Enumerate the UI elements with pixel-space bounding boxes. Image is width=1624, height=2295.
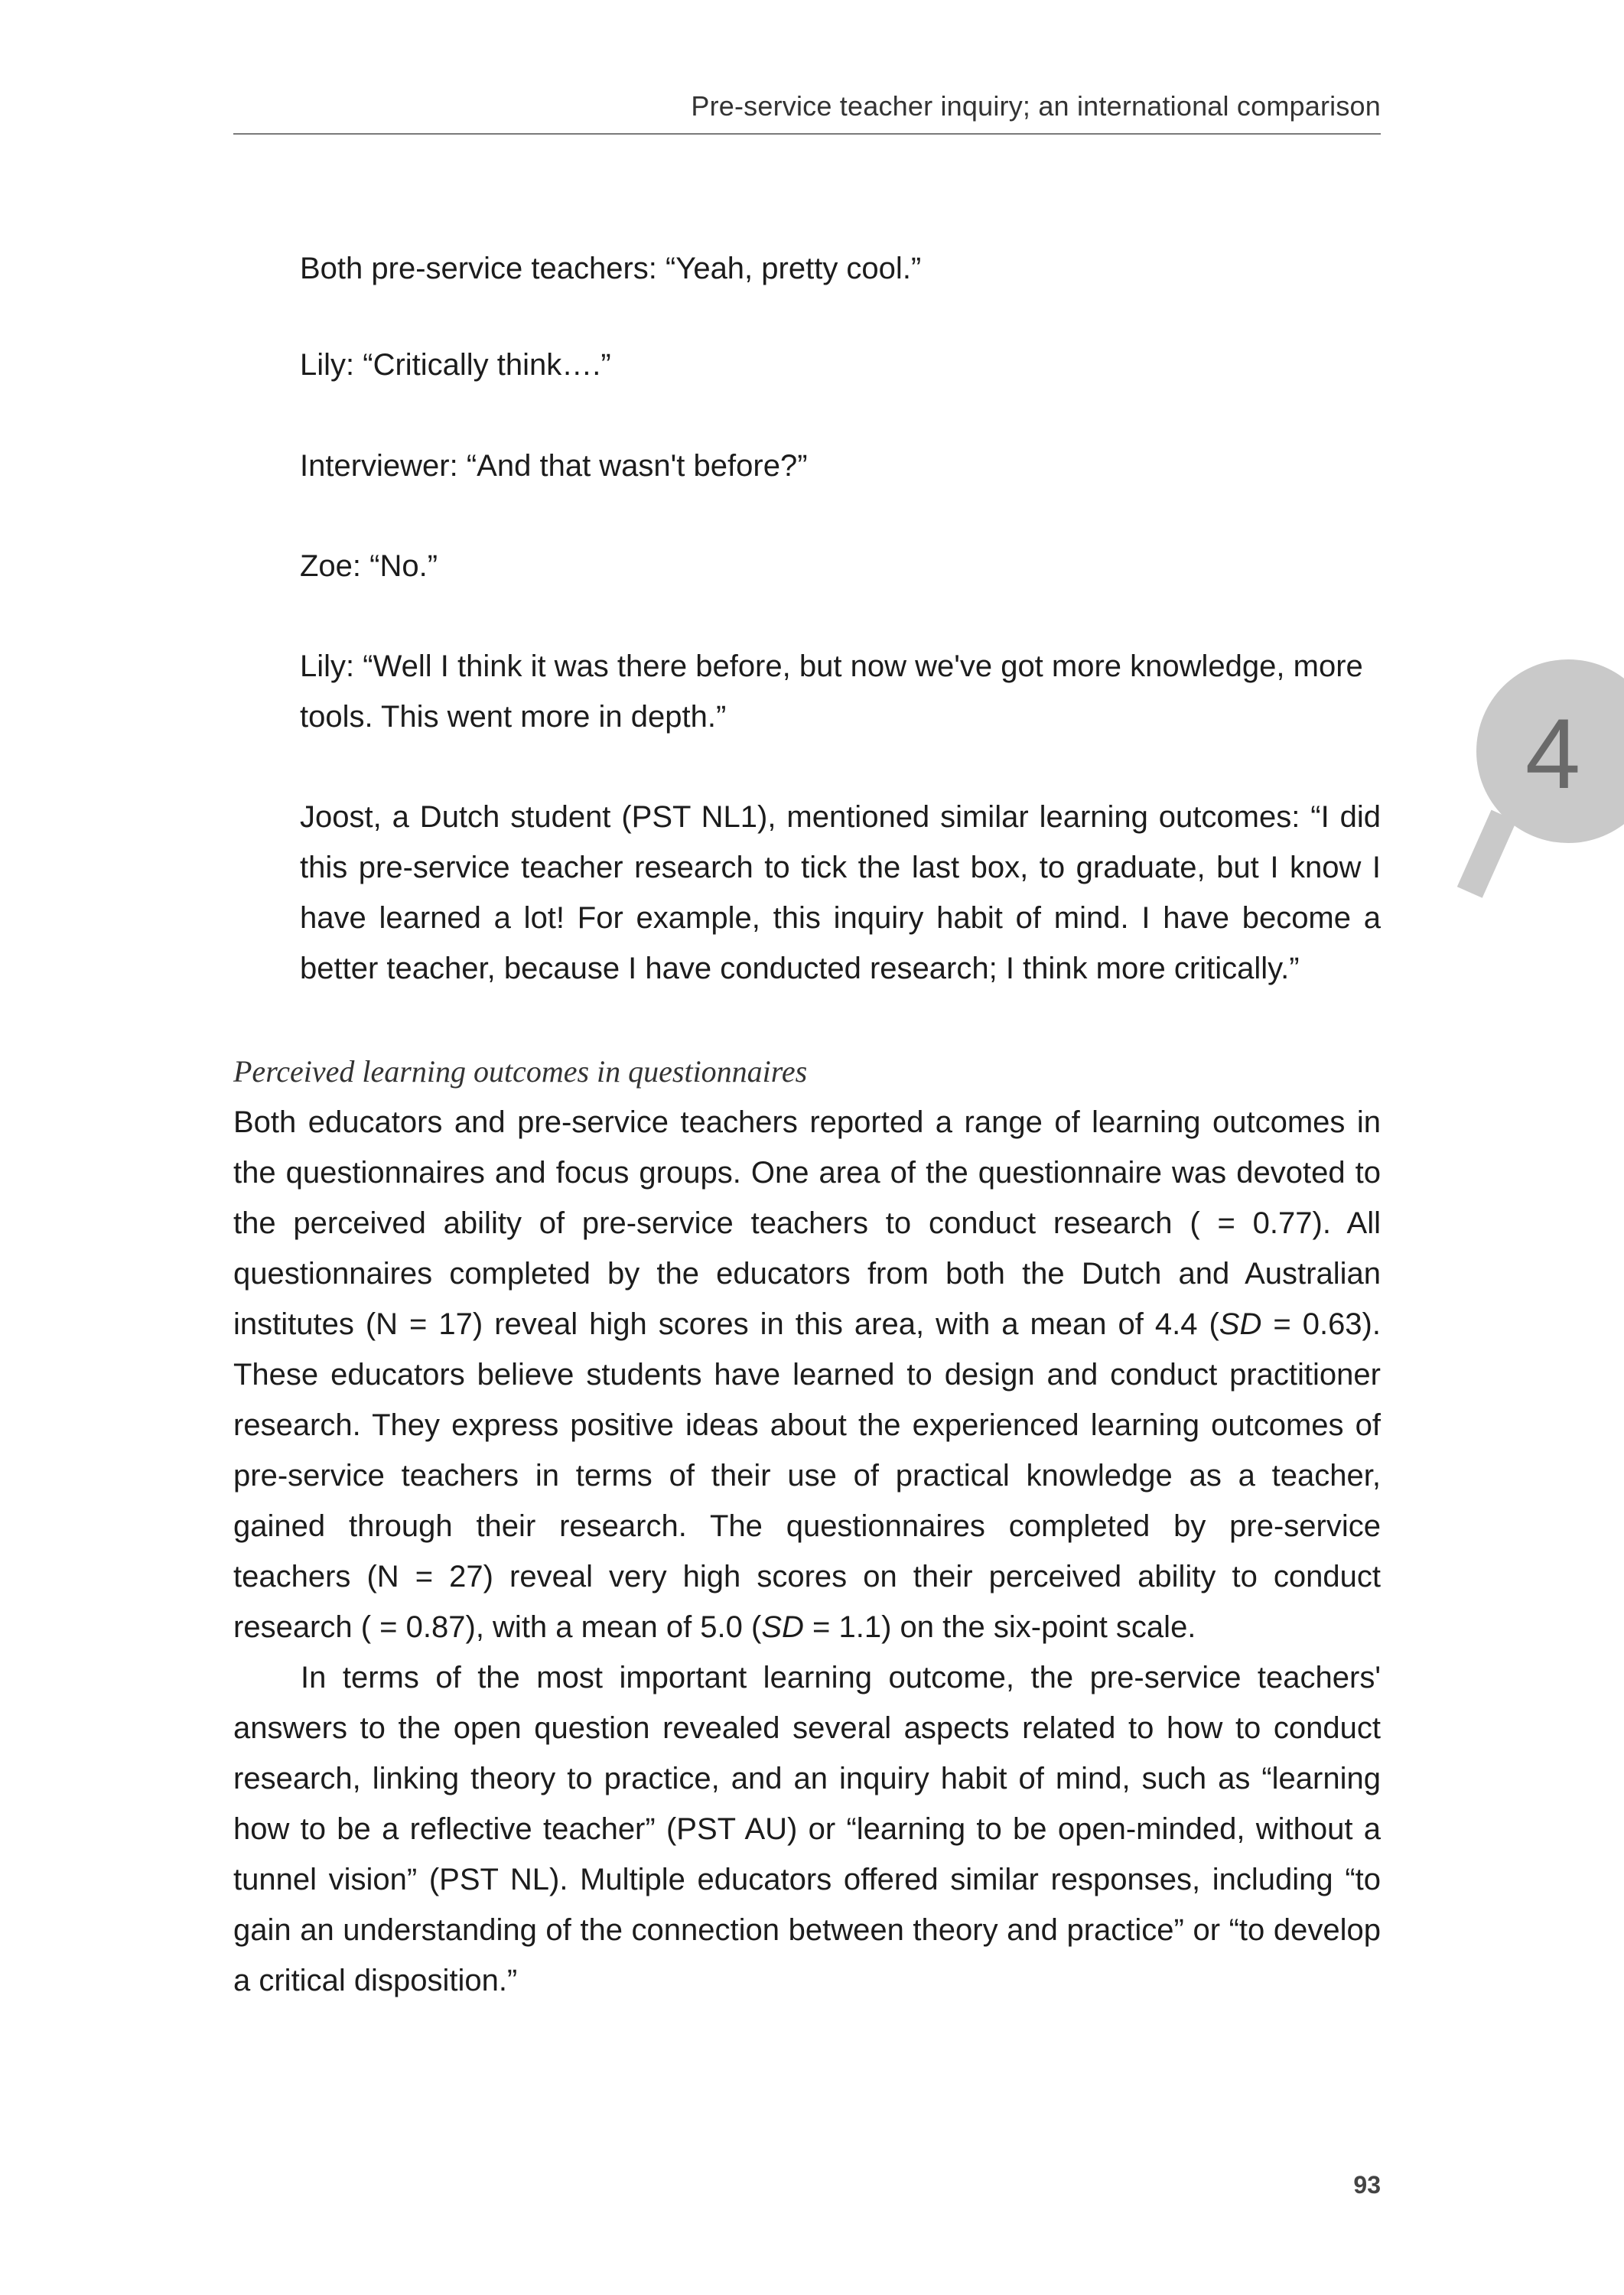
section-heading: Perceived learning outcomes in questionnaires [233,1054,808,1089]
dialogue-line: Zoe: “No.” [300,549,438,583]
dialogue-line: Lily: “Well I think it was there before, but now we've got more knowledge, more tools. This went more in depth.” [300,649,1363,734]
dialogue-line: Both pre-service teachers: “Yeah, pretty cool.” [300,252,922,285]
text-run: = 1.1) on the six-point scale. [803,1610,1196,1644]
text-run: Both educators and pre-service teachers reported a range of learning outcomes in the questionnaires and focus groups. One area of the questionnaire was devoted to the perceived ability of pre-service teachers to conduct research ( = 0.77). All questionnaires completed by the educators from both the Dutch and Australian institutes (N = 17) reveal high scores in this area, with a mean of 4.4 ( [233,1105,1381,1341]
dialogue-line: Interviewer: “And that wasn't before?” [300,449,808,483]
dialogue-line: Lily: “Critically think….” [300,348,611,382]
header-rule [233,133,1381,135]
running-head: Pre-service teacher inquiry; an international comparison [691,90,1381,122]
sd-label: SD [1219,1307,1262,1341]
section-perceived-outcomes [233,1047,1381,2006]
sd-label: SD [761,1610,804,1644]
quote-paragraph: Joost, a Dutch student (PST NL1), mentioned similar learning outcomes: “I did this pre-service teacher research to tick the last box, to graduate, but I know I have learned a lot! For example, this inquiry habit of mind. I have become a better teacher, because I have conducted research; I think more critically.” [300,800,1381,985]
body-paragraph [233,1097,1381,1652]
chapter-tab-handle [1457,810,1517,898]
page-number: 93 [1353,2171,1381,2199]
text-run: = 0.63). These educators believe students have learned to design and conduct practitioner research. They express positive ideas about the experienced learning outcomes of pre-service teachers in terms of their use of practical knowledge as a teacher, gained through their research. The questionnaires completed by pre-service teachers (N = 27) reveal very high scores on their perceived ability to conduct research ( = 0.87), with a mean of 5.0 ( [233,1307,1381,1644]
chapter-number: 4 [1525,698,1581,809]
body-paragraph: In terms of the most important learning outcome, the pre-service teachers' answers to the open question revealed several aspects related to how to conduct research, linking theory to practice, and an inquiry habit of mind, such as “learning how to be a reflective teacher” (PST AU) or “learning to be open-minded, without a tunnel vision” (PST NL). Multiple educators offered similar responses, including “to gain an understanding of the connection between theory and practice” or “to develop a critical disposition.” [233,1661,1381,1997]
